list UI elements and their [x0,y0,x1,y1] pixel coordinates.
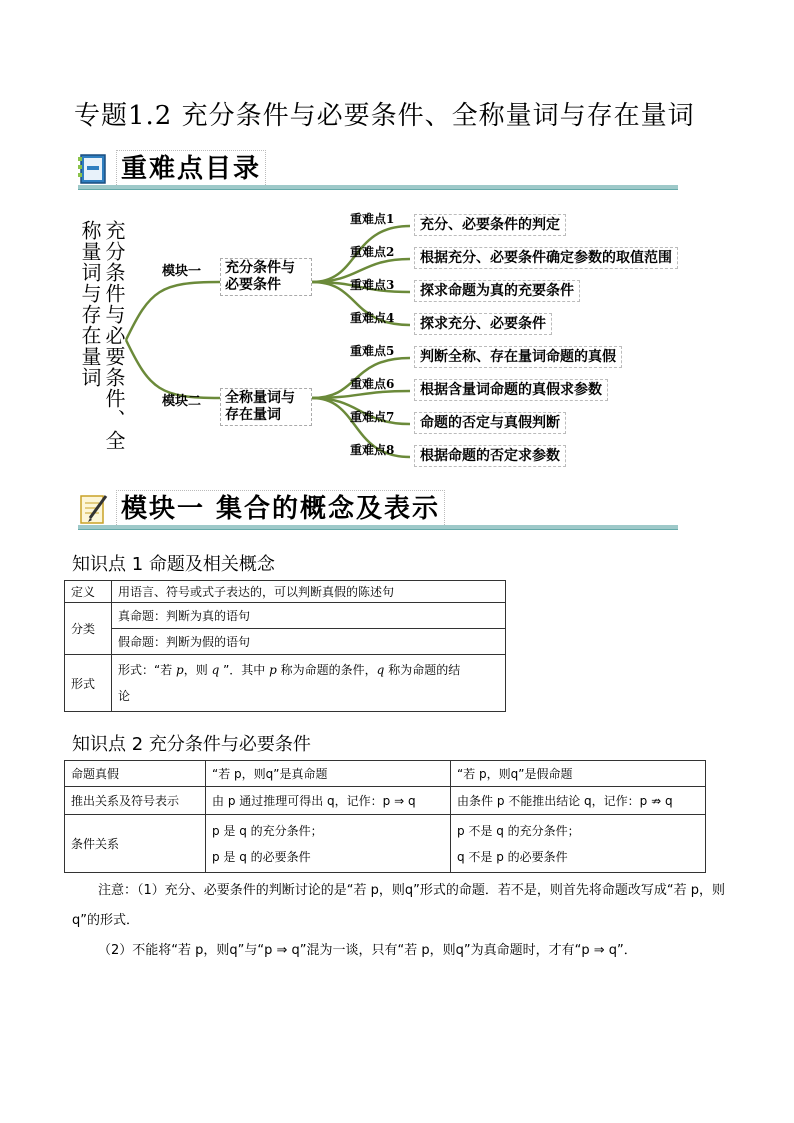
text-run: p 是 q 的必要条件 [212,849,311,864]
point-tag-1: 重难点1 [350,212,395,226]
table-row [65,603,506,629]
kp1-table [64,580,506,712]
text-run: ，则 [183,663,208,677]
point-box-8: 根据命题的否定求参数 [414,445,566,467]
text-run: p 是 q 的充分条件； [212,823,323,838]
table-row [65,655,506,712]
text-run: 形式：“若 [118,663,173,677]
row-header: 条件关系 [65,815,206,873]
point-tag-4: 重难点4 [350,311,395,325]
table-row [65,581,506,603]
module-box-2: 全称量词与存在量词 [220,388,312,426]
row-header: 分类 [65,603,112,655]
var-p: p [269,663,277,677]
text-run: 称为命题的结 [388,663,461,677]
table-row [65,787,706,815]
point-box-6: 根据含量词命题的真假求参数 [414,379,608,401]
page-title: 专题1.2 充分条件与必要条件、全称量词与存在量词 [74,101,695,131]
text-run: 论 [118,689,131,703]
text-run: q 不是 p 的必要条件 [457,849,568,864]
text-run: 称为命题的条件， [280,663,377,677]
point-tag-3: 重难点3 [350,278,395,292]
point-tag-5: 重难点5 [350,344,395,358]
point-box-4: 探求充分、必要条件 [414,313,552,335]
kp1-title: 知识点 1 命题及相关概念 [72,554,275,575]
text-run: p 不是 q 的充分条件； [457,823,580,838]
mindmap-root: 充分条件与必要条件、全称量词与存在量词 [78,220,126,451]
table-cell: 用语言、符号或式子表达的，可以判断真假的陈述句 [112,581,506,603]
table-row [65,761,706,787]
kp2-table [64,760,706,873]
table-cell [112,655,506,712]
note-2: （2）不能将“若 p，则q”与“p ⇒ q”混为一谈，只有“若 p，则q”为真命题时，才有“p ⇒ q”． [98,943,637,958]
point-box-1: 充分、必要条件的判定 [414,214,566,236]
module-tag-2: 模块二 [162,394,202,409]
table-row [65,629,506,655]
point-box-7: 命题的否定与真假判断 [414,412,566,434]
point-box-5: 判断全称、存在量词命题的真假 [414,346,622,368]
var-q: q [211,663,220,677]
table-cell: 由条件 p 不能推出结论 q，记作：p ⇏ q [451,787,706,815]
module-box-1: 充分条件与必要条件 [220,258,312,296]
section-title: 模块一 集合的概念及表示 [116,490,445,527]
table-row [65,815,706,873]
table-cell: 由 p 通过推理可得出 q，记作：p ⇒ q [206,787,451,815]
point-box-2: 根据充分、必要条件确定参数的取值范围 [414,247,678,269]
section-header-module1 [78,490,678,530]
module-tag-1: 模块一 [162,264,202,279]
point-tag-6: 重难点6 [350,377,395,391]
var-p: p [176,663,184,677]
row-header: 推出关系及符号表示 [65,787,206,815]
table-cell [206,815,451,873]
point-tag-8: 重难点8 [350,443,395,457]
point-tag-2: 重难点2 [350,245,395,259]
table-cell: 假命题：判断为假的语句 [112,629,506,655]
table-cell [451,815,706,873]
table-cell: “若 p，则q”是假命题 [451,761,706,787]
mindmap-connectors [0,0,794,480]
row-header: 形式 [65,655,112,712]
table-cell: 真命题：判断为真的语句 [112,603,506,629]
text-run: ”．其中 [223,663,266,677]
note-1: 注意：（1）充分、必要条件的判断讨论的是“若 p，则q”形式的命题．若不是，则首先将命题改写成“若 p，则q”的形式． [72,883,725,928]
section-underline [78,525,678,530]
var-q: q [376,663,385,677]
section-title: 重难点目录 [116,150,266,187]
row-header: 定义 [65,581,112,603]
point-tag-7: 重难点7 [350,410,395,424]
row-header: 命题真假 [65,761,206,787]
point-box-3: 探求命题为真的充要条件 [414,280,580,302]
table-cell: “若 p，则q”是真命题 [206,761,451,787]
notepad-pencil-icon [78,492,110,526]
kp2-title: 知识点 2 充分条件与必要条件 [72,734,311,755]
